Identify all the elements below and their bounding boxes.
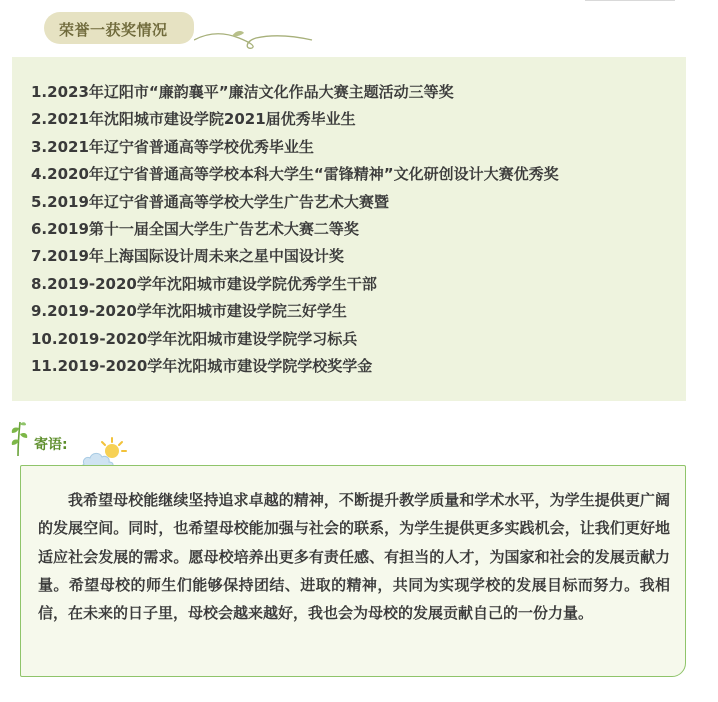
honor-item: 1.2023年辽阳市“廉韵襄平”廉洁文化作品大赛主题活动三等奖: [31, 83, 454, 101]
vine-decoration-icon: [194, 30, 314, 52]
honor-item: 11.2019-2020学年沈阳城市建设学院学校奖学金: [31, 356, 373, 375]
message-header: [8, 418, 148, 470]
section-title: 荣誉一获奖情况: [59, 21, 168, 39]
honor-item: 5.2019年辽宁省普通高等学校大学生广告艺术大赛暨: [31, 192, 389, 211]
honor-item: 6.2019第十一届全国大学生广告艺术大赛二等奖: [31, 219, 359, 238]
section-title-tag: [44, 12, 194, 46]
honor-item: 7.2019年上海国际设计周未来之星中国设计奖: [31, 247, 344, 266]
honor-item: 3.2021年辽宁省普通高等学校优秀毕业生: [31, 137, 314, 156]
message-text: 我希望母校能继续坚持追求卓越的精神，不断提升教学质量和学术水平，为学生提供更广阔的发展空间。同时，也希望母校能加强与社会的联系，为学生提供更多实践机会，让我们更好地适应社会发展的需求。愿母校培养出更多有责任感、有担当的人才，为国家和社会的发展贡献力量。希望母校的师生们能够保持团结、进取的精神，共同为实现学校的发展目标而努力。我相信，在未来的日子里，母校会越来越好，我也会为母校的发展贡献自己的一份力量。: [38, 491, 670, 623]
honor-item: 9.2019-2020学年沈阳城市建设学院三好学生: [31, 302, 347, 321]
top-divider: [585, 0, 675, 1]
honor-item: 2.2021年沈阳城市建设学院2021届优秀毕业生: [31, 110, 356, 129]
honors-panel: [12, 57, 686, 401]
message-label: 寄语:: [34, 437, 68, 453]
message-box: [20, 465, 686, 677]
leaf-icon: [8, 420, 30, 456]
honor-item: 10.2019-2020学年沈阳城市建设学院学习标兵: [31, 329, 358, 348]
honor-item: 8.2019-2020学年沈阳城市建设学院优秀学生干部: [31, 274, 377, 293]
honor-item: 4.2020年辽宁省普通高等学校本科大学生“雷锋精神”文化研创设计大赛优秀奖: [31, 165, 559, 184]
honors-list: [31, 79, 559, 380]
sun-cloud-icon: [80, 436, 128, 466]
